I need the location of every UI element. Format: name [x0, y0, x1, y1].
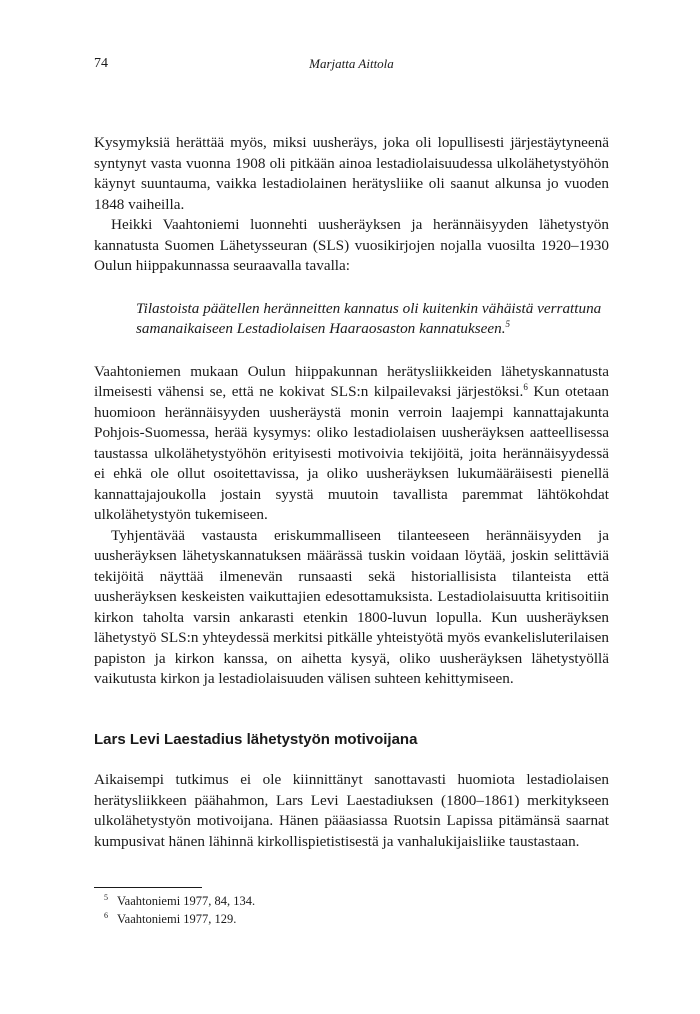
quote-line-1: Tilastoista päätellen heränneitten kannatus oli kuitenkin vähäistä verrattuna — [136, 299, 602, 317]
page-number: 74 — [94, 56, 108, 71]
footnote-ref-5: 5 — [505, 318, 511, 329]
footnote-text: Vaahtoniemi 1977, 129. — [117, 912, 237, 926]
footnote-6 — [104, 910, 255, 928]
footnote-5 — [104, 892, 255, 910]
footnote-text: Vaahtoniemi 1977, 84, 134. — [117, 894, 256, 908]
paragraph-1: Kysymyksiä herättää myös, miksi uusheräys, joka oli lopullisesti järjestäytyneenä syntynyt vasta vuonna 1908 oli pitkään ainoa lestadiolaisuudessa ulkolähetystyöhön käynyt suuntauma, vaikka lestadiolainen herätysliike oli saanut alkunsa jo vuoden 1848 vaiheilla. — [94, 134, 609, 213]
paragraph-3-part-a: Vaahtoniemen mukaan Oulun hiippakunnan herätysliikkeiden lähetyskannatusta ilmeisesti vähensi se, että ne kokivat SLS:n kilpailevaksi järjestöksi. — [94, 362, 609, 400]
body-text — [94, 133, 609, 852]
section-heading: Lars Levi Laestadius lähetystyön motivoijana — [94, 730, 418, 748]
page-header — [94, 56, 609, 74]
paragraph-3 — [94, 362, 609, 526]
footnote-number: 6 — [104, 910, 108, 920]
paragraph-5: Aikaisempi tutkimus ei ole kiinnittänyt sanottavasti huomiota lestadiolaisen herätysliikkeen päähahmon, Lars Levi Laestadiuksen (1800–1861) merkitykseen ulkolähetystyön motivoijana. Hänen pääasiassa Ruotsin Lapissa pitämänsä saarnat kumpusivat hänen lähinnä kirkollispietistisestä ja vanhalukijaisliike taustastaan. — [94, 771, 609, 850]
block-quote — [136, 299, 609, 340]
quote-line-2-text: samanaikaiseen Lestadiolaisen Haaraosaston kannatukseen. — [136, 320, 506, 337]
running-head: Marjatta Aittola — [309, 56, 394, 71]
quote-line-2 — [136, 319, 609, 340]
paragraph-3-part-b: Kun otetaan huomioon herännäisyyden uusheräystä monin verroin laajempi kannattajakunta Pohjois-Suomessa, herää kysymys: oliko lestadiolaisen uusheräyksen aatteellisessa taustassa ulkolähetystyöhön erityisesti motivoivia tekijöitä, joita herännäisyydessä ei ehkä ole ollut osoitettavissa, ja oliko uusheräyksen lukumääräisesti pienellä kannattajajoukolla jostain syystä muutoin tavallista paremmat lähtökohdat ulkolähetystyön tukemiseen. — [94, 383, 609, 523]
footnote-number: 5 — [104, 892, 108, 902]
footnotes — [104, 892, 255, 928]
paragraph-4: Tyhjentävää vastausta eriskummalliseen tilanteeseen herännäisyyden ja uusheräyksen lähetyskannatuksen määrässä tuskin voidaan löytää, joskin selittäviä tekijöitä näyttää ilmenevän runsaasti sekä historiallisista tilanteista että uusheräyksen keskeisten vaikuttajien edesottamuksista. Lestadiolaisuutta kritisoitiin kirkon taholta varsin ankarasti etenkin 1800-luvun lopulla. Kun uusheräyksen lähetystyö SLS:n yhteydessä merkitsi pitkälle yhteistyötä myös evankelisluterilaisen papiston ja kirkon kanssa, on aihetta kysyä, oliko uusheräyksen lähetystyöllä vaikutusta kirkon ja lestadiolaisuuden välisen suhteen kehittymiseen. — [94, 526, 609, 687]
paragraph-2: Heikki Vaahtoniemi luonnehti uusheräyksen ja herännäisyyden lähetystyön kannatusta Suomen Lähetysseuran (SLS) vuosikirjojen nojalla vuosilta 1920–1930 Oulun hiippakunnassa seuraavalla tavalla: — [94, 216, 609, 274]
footnote-rule — [94, 887, 202, 888]
footnote-ref-6: 6 — [523, 381, 528, 392]
